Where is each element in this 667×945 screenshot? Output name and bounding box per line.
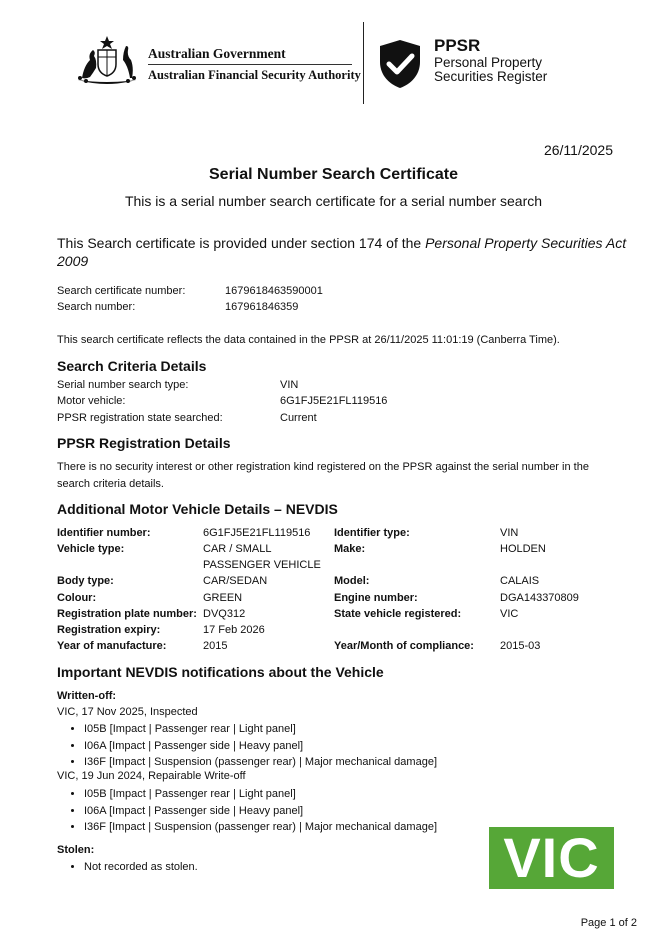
event-damage-list [66,786,437,836]
vehicle-detail-label: Year/Month of compliance: [334,640,474,652]
vehicle-detail-label: Identifier type: [334,527,410,539]
nevdis-heading: Important NEVDIS notifications about the Vehicle [57,664,384,680]
cert-number-value: 1679618463590001 [225,285,323,297]
vehicle-detail-label: Registration expiry: [57,624,161,636]
vehicle-detail-value: DVQ312 [203,608,246,620]
written-off-event: VIC, 17 Nov 2025, Inspected [57,706,198,718]
government-title: Australian Government [148,46,286,61]
vehicle-detail-value: 2015-03 [500,640,541,652]
list-item: • I36F [Impact | Suspension (passenger rear) | Major mechanical damage] [84,754,437,771]
vehicle-detail-value: 17 Feb 2026 [203,624,265,636]
page-subtitle: This is a serial number search certificate for a serial number search [124,193,543,209]
criteria-label: Serial number search type: [57,379,189,391]
list-item: • I06A [Impact | Passenger side | Heavy panel] [84,738,437,755]
list-item: • I36F [Impact | Suspension (passenger rear) | Major mechanical damage] [84,819,437,836]
ppsr-shield-check-icon [375,38,425,90]
criteria-value: Current [280,412,317,424]
header-divider [363,22,364,104]
vehicle-detail-value: HOLDEN [500,543,546,555]
written-off-label: Written-off: [57,690,117,702]
search-number-value: 167961846359 [225,301,299,313]
page-number: Page 1 of 2 [580,917,637,929]
stolen-list [66,859,198,876]
ppsr-logo-name: PPSR [434,36,481,55]
vehicle-detail-label: Vehicle type: [57,543,125,555]
vehicle-detail-value: CALAIS [500,575,540,587]
page-title: Serial Number Search Certificate [209,166,458,183]
vehicle-detail-value: 6G1FJ5E21FL119516 [203,527,311,539]
vehicle-detail-value: 2015 [203,640,228,652]
cert-number-label: Search certificate number: [57,285,186,297]
vehicle-detail-value: VIC [500,608,519,620]
state-badge [489,827,614,889]
vehicle-detail-value: PASSENGER VEHICLE [203,559,321,571]
vehicle-detail-value: VIN [500,527,519,539]
vehicle-detail-value: CAR/SEDAN [203,575,268,587]
list-item: • I06A [Impact | Passenger side | Heavy panel] [84,803,437,820]
provided-statement: This Search certificate is provided under section 174 of the Personal Property Securities Act 2009 [57,235,627,269]
agency-name: Australian Financial Security Authority [148,68,361,82]
stolen-label: Stolen: [57,844,95,856]
vehicle-detail-value: DGA143370809 [500,592,579,604]
divider-line [148,64,352,65]
event-damage-list [66,721,437,771]
vehicle-detail-value: CAR / SMALL [203,543,272,555]
state-badge-label: VIC [503,826,600,889]
vehicle-detail-value: GREEN [203,592,243,604]
criteria-label: PPSR registration state searched: [57,412,223,424]
criteria-label: Motor vehicle: [57,395,126,407]
vehicle-detail-label: Colour: [57,592,97,604]
search-criteria-heading: Search Criteria Details [57,358,207,374]
criteria-value: 6G1FJ5E21FL119516 [280,395,388,407]
act-name: Personal Property Securities Act 2009 [57,235,627,269]
vehicle-detail-label: Model: [334,575,370,587]
search-number-label: Search number: [57,301,136,313]
registration-text: There is no security interest or other registration kind registered on the PPSR against the serial number in the search criteria details. [57,461,589,490]
written-off-event: VIC, 19 Jun 2024, Repairable Write-off [57,770,246,782]
reflects-statement: This search certificate reflects the data contained in the PPSR at 26/11/2025 11:01:19 (Canberra Time). [57,334,560,346]
registration-heading: PPSR Registration Details [57,435,231,451]
coat-of-arms-logo [72,34,142,86]
ppsr-logo-line1: Personal Property [434,55,543,70]
criteria-value: VIN [280,379,299,391]
list-item: • I05B [Impact | Passenger rear | Light panel] [84,786,437,803]
list-item: • I05B [Impact | Passenger rear | Light panel] [84,721,437,738]
vehicle-detail-label: Year of manufacture: [57,640,167,652]
vehicle-detail-label: Identifier number: [57,527,151,539]
motor-vehicle-heading: Additional Motor Vehicle Details – NEVDIS [57,501,338,517]
vehicle-detail-label: Body type: [57,575,114,587]
certificate-date: 26/11/2025 [543,142,613,158]
vehicle-detail-label: Make: [334,543,366,555]
vehicle-detail-label: State vehicle registered: [334,608,462,620]
vehicle-detail-label: Registration plate number: [57,608,197,620]
list-item: • Not recorded as stolen. [84,859,198,876]
vehicle-detail-label: Engine number: [334,592,418,604]
ppsr-logo-line2: Securities Register [434,69,548,84]
